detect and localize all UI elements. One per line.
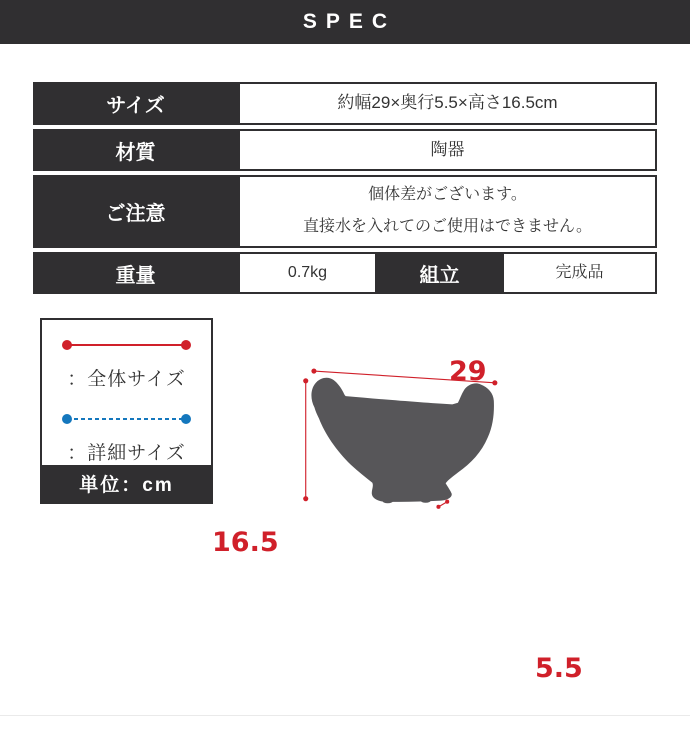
row-value-size: 約幅29×奥行5.5×高さ16.5cm (238, 82, 657, 125)
page-title: SPEC (302, 10, 397, 33)
height-dimension-line (303, 378, 308, 501)
detail-size-line-icon (60, 413, 193, 425)
row-value-caution (238, 175, 657, 248)
depth-dimension-line (436, 500, 449, 509)
planter-silhouette (311, 378, 494, 504)
table-row-weight-assembly (33, 252, 657, 294)
table-row-material (33, 129, 657, 171)
row-label-size: サイズ (33, 82, 238, 125)
product-dimension-diagram (230, 350, 690, 718)
detail-size-label: ：詳細サイズ (67, 443, 186, 464)
row-value-material: 陶器 (238, 129, 657, 171)
overall-size-line-icon (60, 339, 193, 351)
row-label-weight: 重量 (33, 252, 238, 294)
width-dimension-value: 29 (449, 356, 487, 387)
table-row-size (33, 82, 657, 125)
caution-line-2: 直接水を入れてのご使用はできません。 (303, 218, 592, 235)
row-value-assembly: 完成品 (502, 252, 657, 294)
legend-box (40, 318, 213, 504)
header-bar (0, 0, 690, 44)
unit-label: 単位：cm (42, 465, 211, 502)
table-row-caution (33, 175, 657, 248)
height-dimension-value: 16.5 (212, 527, 279, 558)
row-label-assembly: 組立 (377, 252, 502, 294)
caution-line-1: 個体差がございます。 (368, 186, 527, 204)
depth-dimension-value: 5.5 (535, 653, 583, 684)
row-label-caution: ご注意 (33, 175, 238, 248)
image-bottom-divider (0, 715, 690, 716)
row-label-material: 材質 (33, 129, 238, 171)
row-value-weight: 0.7kg (238, 252, 377, 294)
spec-table (33, 82, 657, 294)
overall-size-label: ：全体サイズ (67, 369, 186, 390)
